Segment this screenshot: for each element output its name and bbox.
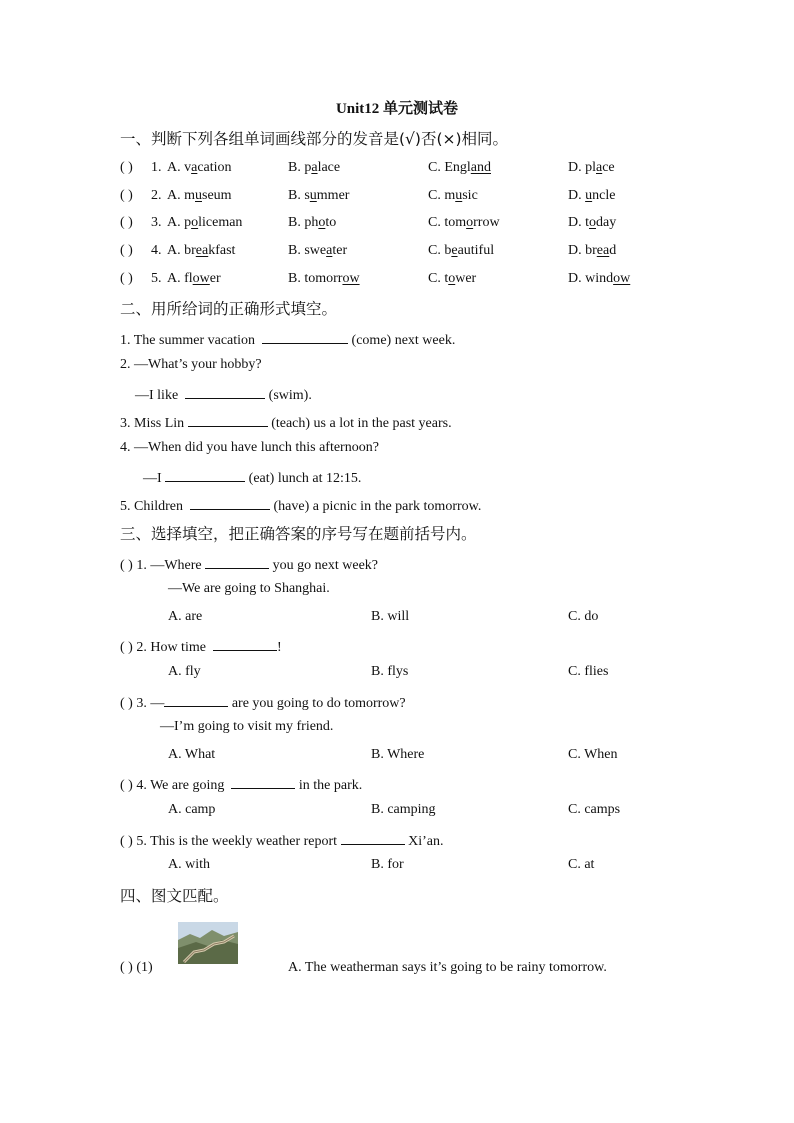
question-number: 4. — [151, 243, 162, 258]
page-title: Unit12 单元测试卷 — [335, 101, 459, 117]
s3-q1-option-a: A. are — [168, 609, 203, 624]
s4-option-a: A. The weatherman says it’s going to be rainy tomorrow. — [288, 960, 607, 975]
s4-question-1: ( ) (1) — [120, 960, 153, 975]
s1-option-c: C. tomorrow — [428, 215, 500, 230]
answer-blank — [231, 774, 295, 789]
s3-q2-option-a: A. fly — [168, 664, 201, 679]
great-wall-photo — [178, 922, 238, 964]
s2-question-4-line1: 4. —When did you have lunch this afternoon? — [120, 440, 379, 455]
s1-option-d: D. place — [568, 160, 615, 175]
s2-question-1: 1. The summer vacation (come) next week. — [120, 329, 455, 349]
great-wall-image-icon — [178, 922, 238, 964]
answer-blank — [164, 692, 228, 707]
s3-q1-option-b: B. will — [371, 609, 410, 624]
s2-question-3: 3. Miss Lin (teach) us a lot in the past years. — [120, 412, 452, 432]
question-number: 5. — [151, 271, 162, 286]
answer-blank[interactable] — [185, 384, 265, 399]
s2-question-2-line1: 2. —What’s your hobby? — [120, 357, 262, 372]
s3-q2-option-b: B. flys — [371, 664, 409, 679]
answer-parentheses[interactable]: ( ) — [120, 696, 133, 711]
answer-parentheses[interactable]: ( ) — [120, 271, 133, 286]
answer-parentheses[interactable]: ( ) — [120, 834, 133, 849]
s1-option-a: A. breakfast — [167, 243, 236, 258]
s1-option-a: A. museum — [167, 188, 232, 203]
s3-q3-option-a: A. What — [168, 747, 216, 762]
s1-option-b: B. tomorrow — [288, 271, 360, 286]
s1-option-d: D. bread — [568, 243, 617, 258]
s3-question-3-line2: —I’m going to visit my friend. — [160, 719, 334, 734]
s1-option-a: A. vacation — [167, 160, 232, 175]
s3-q4-option-c: C. camps — [568, 802, 621, 817]
s1-option-d: D. uncle — [568, 188, 616, 203]
s3-q5-option-a: A. with — [168, 857, 210, 872]
s2-question-4: —I (eat) lunch at 12:15. — [143, 467, 361, 487]
s1-option-b: B. palace — [288, 160, 341, 175]
answer-parentheses[interactable]: ( ) — [120, 215, 133, 230]
answer-blank[interactable] — [188, 412, 268, 427]
s3-q5-option-b: B. for — [371, 857, 404, 872]
question-number: 2. — [151, 188, 162, 203]
answer-blank[interactable] — [165, 467, 245, 482]
s2-question-2: —I like (swim). — [135, 384, 312, 404]
s1-option-c: C. music — [428, 188, 478, 203]
answer-blank — [205, 554, 269, 569]
s3-q5-option-c: C. at — [568, 857, 595, 872]
section1-heading: 一、判断下列各组单词画线部分的发音是(√)否(×)相同。 — [120, 130, 509, 148]
answer-parentheses[interactable]: ( ) — [120, 960, 133, 975]
s3-question-1-line2: —We are going to Shanghai. — [168, 581, 330, 596]
s1-option-b: B. sweater — [288, 243, 348, 258]
s1-option-c: C. England — [428, 160, 491, 175]
s3-q1-option-c: C. do — [568, 609, 599, 624]
s1-option-d: D. window — [568, 271, 631, 286]
s3-q4-option-b: B. camping — [371, 802, 436, 817]
s1-option-b: B. summer — [288, 188, 350, 203]
s1-option-d: D. today — [568, 215, 617, 230]
answer-parentheses[interactable]: ( ) — [120, 160, 133, 175]
s1-option-b: B. photo — [288, 215, 337, 230]
s3-question-4: ( ) 4. We are going in the park. — [120, 774, 362, 794]
answer-parentheses[interactable]: ( ) — [120, 558, 133, 573]
section2-heading: 二、用所给词的正确形式填空。 — [120, 300, 338, 318]
s3-q4-option-a: A. camp — [168, 802, 216, 817]
s3-q3-option-c: C. When — [568, 747, 618, 762]
section3-heading: 三、选择填空，把正确答案的序号写在题前括号内。 — [120, 525, 477, 543]
s1-option-a: A. policeman — [167, 215, 243, 230]
s1-option-a: A. flower — [167, 271, 221, 286]
answer-parentheses[interactable]: ( ) — [120, 188, 133, 203]
s3-question-5: ( ) 5. This is the weekly weather report Xi’an. — [120, 830, 443, 850]
answer-parentheses[interactable]: ( ) — [120, 243, 133, 258]
section4-heading: 四、图文匹配。 — [120, 887, 229, 905]
answer-parentheses[interactable]: ( ) — [120, 640, 133, 655]
answer-blank[interactable] — [190, 495, 270, 510]
s2-question-5: 5. Children (have) a picnic in the park tomorrow. — [120, 495, 481, 515]
question-number: 3. — [151, 215, 162, 230]
answer-blank[interactable] — [262, 329, 348, 344]
answer-blank — [213, 636, 277, 651]
answer-parentheses[interactable]: ( ) — [120, 778, 133, 793]
s3-question-2: ( ) 2. How time ! — [120, 636, 282, 656]
s3-q2-option-c: C. flies — [568, 664, 609, 679]
s3-question-3: ( ) 3. — are you going to do tomorrow? — [120, 692, 406, 712]
s1-option-c: C. beautiful — [428, 243, 495, 258]
s1-option-c: C. tower — [428, 271, 477, 286]
s3-question-1: ( ) 1. —Where you go next week? — [120, 554, 378, 574]
question-number: 1. — [151, 160, 162, 175]
s3-q3-option-b: B. Where — [371, 747, 425, 762]
answer-blank — [341, 830, 405, 845]
